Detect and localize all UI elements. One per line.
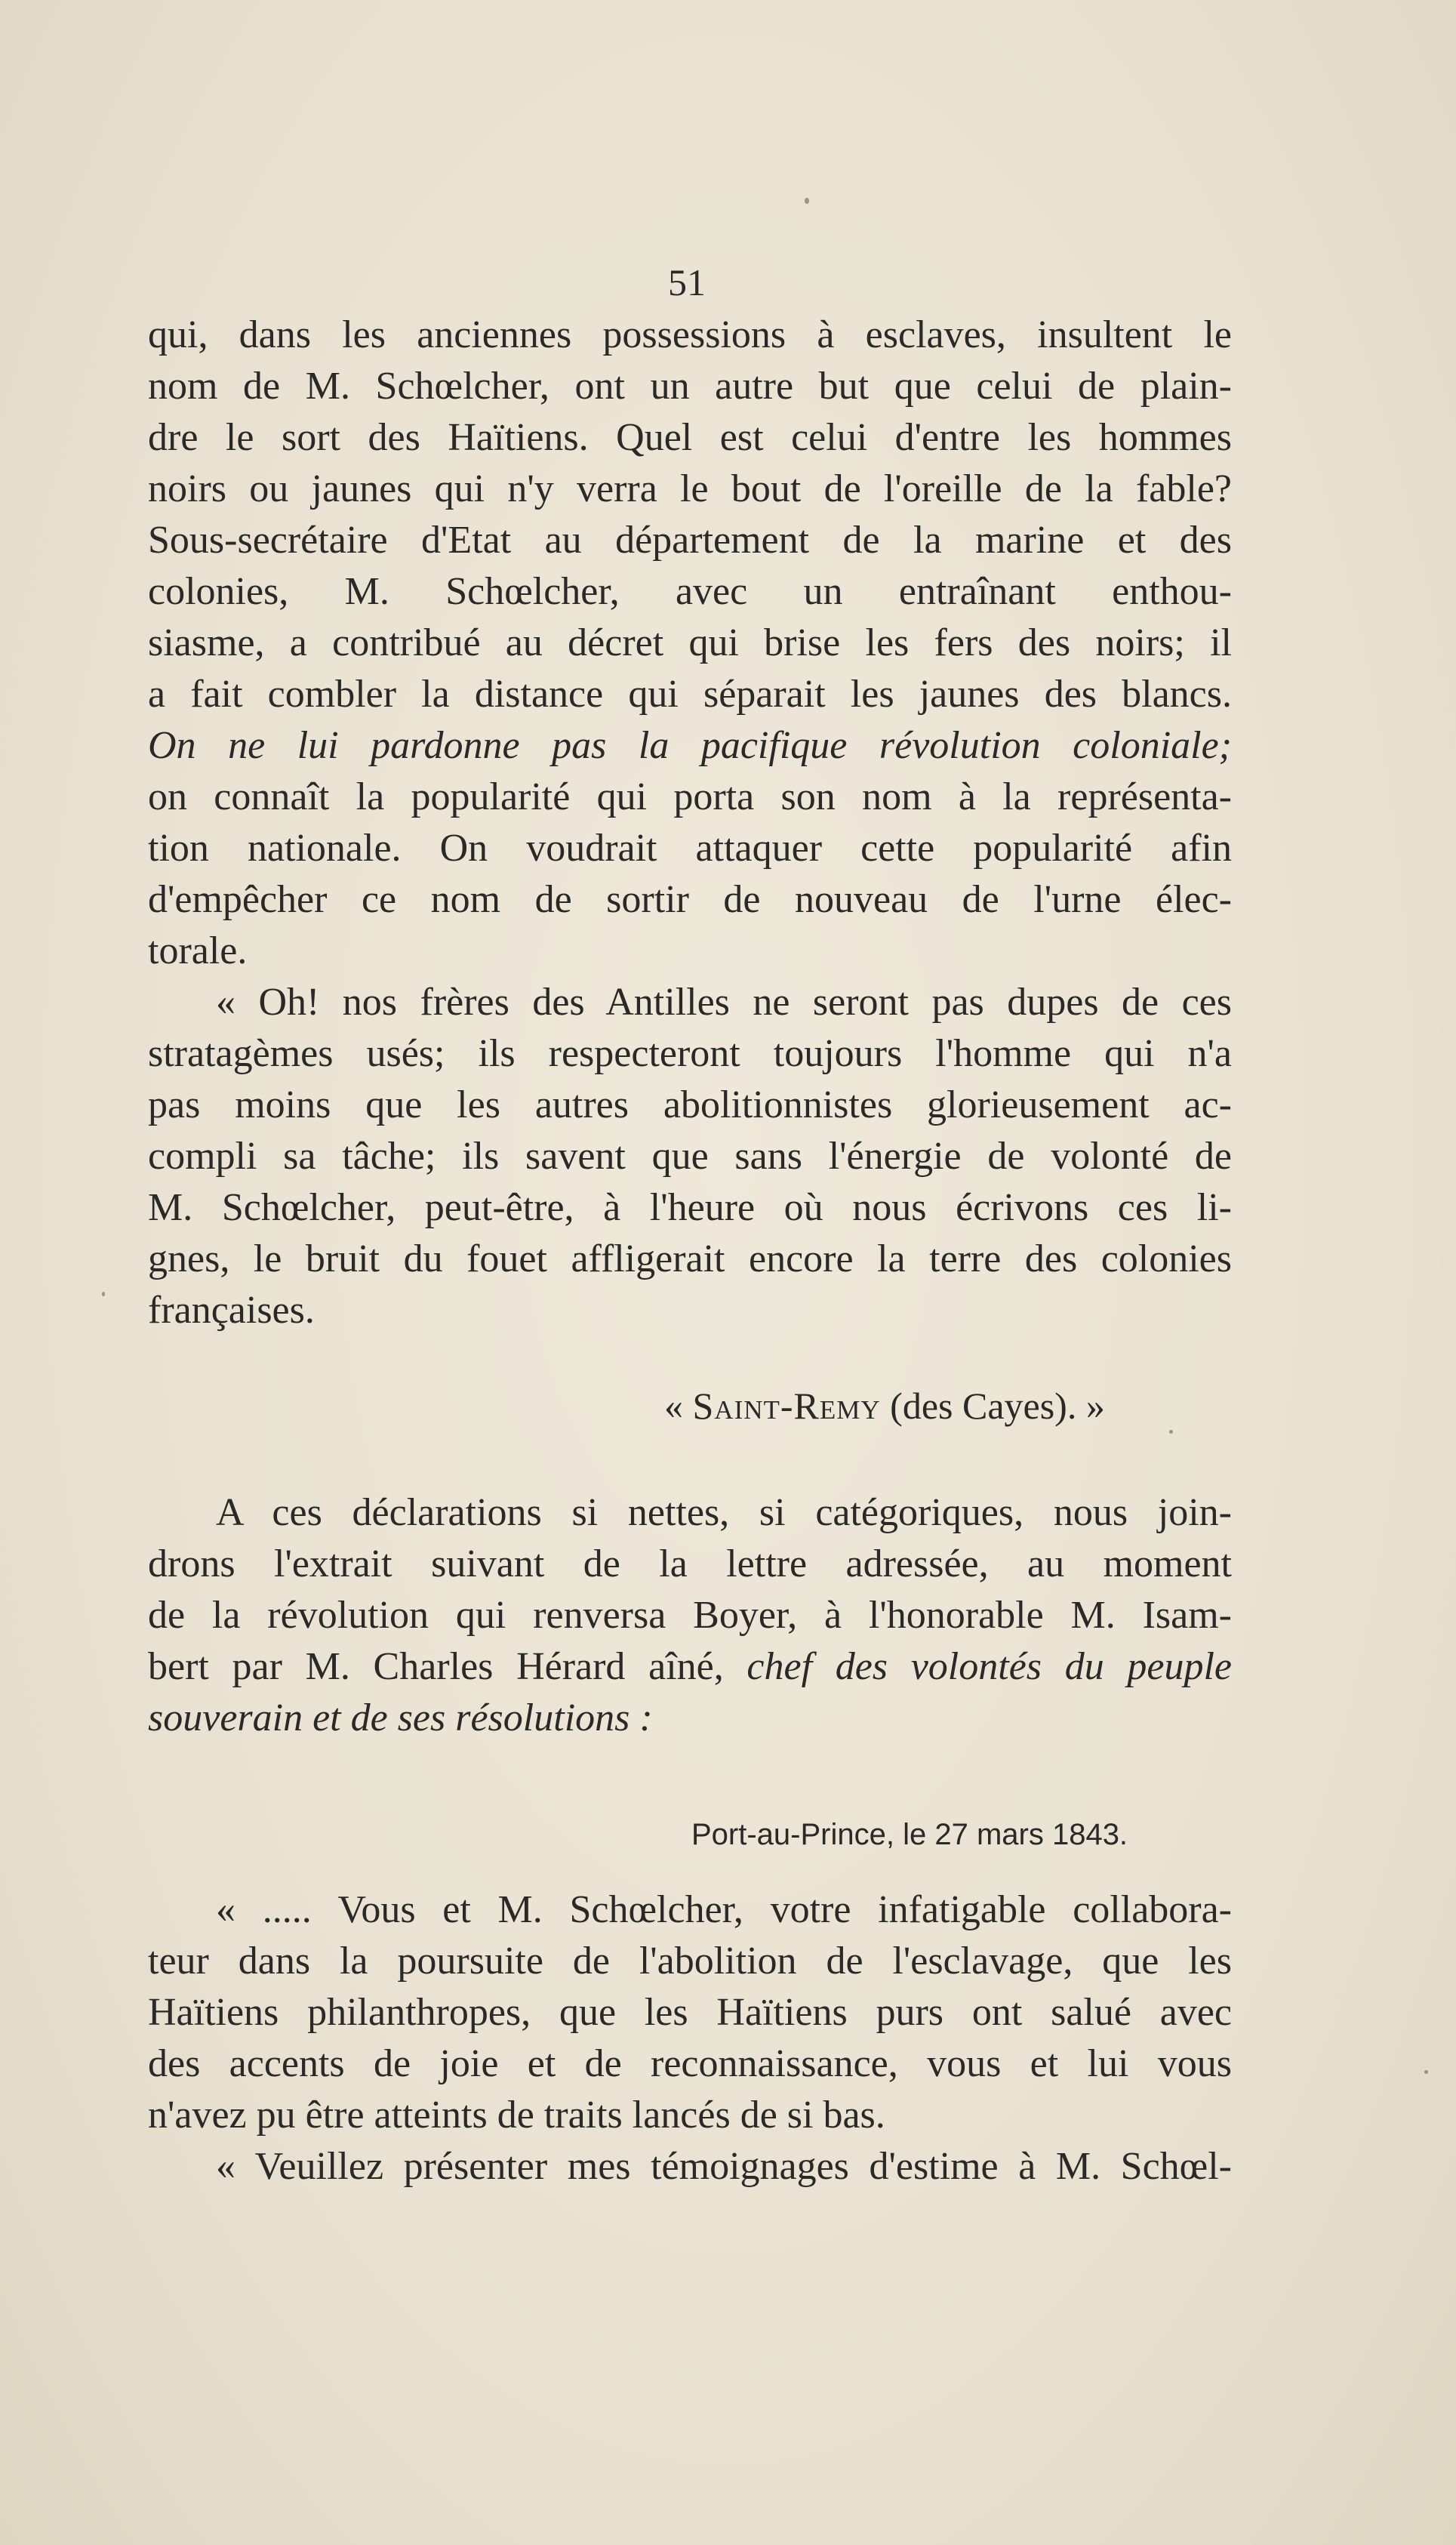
- paragraph-block-3: [148, 1884, 1232, 2192]
- page-number: 51: [668, 261, 706, 303]
- text-line: nom de M. Schœlcher, ont un autre but que celui de plain-: [148, 365, 1232, 408]
- text-line: stratagèmes usés; ils respecteront toujours l'homme qui n'a: [148, 1032, 1232, 1075]
- paper-speck: [1424, 2070, 1428, 2074]
- text-line: Sous-secrétaire d'Etat au département de la marine et des: [148, 519, 1232, 562]
- text-line: « Oh! nos frères des Antilles ne seront pas dupes de ces: [216, 981, 1232, 1024]
- text-line: drons l'extrait suivant de la lettre adressée, au moment: [148, 1542, 1232, 1585]
- text-line: A ces déclarations si nettes, si catégoriques, nous join-: [216, 1491, 1232, 1534]
- text-line: dre le sort des Haïtiens. Quel est celui d'entre les hommes: [148, 416, 1232, 459]
- paper-speck: [102, 1292, 105, 1296]
- paragraph-block-2: [148, 1487, 1232, 1744]
- text-line: a fait combler la distance qui séparait les jaunes des blancs.: [148, 673, 1232, 716]
- text-line: n'avez pu être atteints de traits lancés de si bas.: [148, 2094, 885, 2137]
- text-line: des accents de joie et de reconnaissance, vous et lui vous: [148, 2042, 1232, 2085]
- italic-text-line: On ne lui pardonne pas la pacifique révolution coloniale;: [148, 724, 1232, 767]
- text-line: torale.: [148, 929, 248, 972]
- text-line: M. Schœlcher, peut-être, à l'heure où nous écrivons ces li-: [148, 1186, 1232, 1229]
- text-line: de la révolution qui renversa Boyer, à l'honorable M. Isam-: [148, 1594, 1232, 1637]
- text-line: « Veuillez présenter mes témoignages d'estime à M. Schœl-: [216, 2145, 1232, 2188]
- signature-name: Saint-Remy: [692, 1385, 881, 1427]
- text-line: siasme, a contribué au décret qui brise les fers des noirs; il: [148, 621, 1232, 664]
- signature-place: (des Cayes). »: [880, 1385, 1105, 1427]
- letter-dateline: Port-au-Prince, le 27 mars 1843.: [691, 1818, 1128, 1851]
- text-line: gnes, le bruit du fouet affligerait encore la terre des colonies: [148, 1237, 1232, 1280]
- text-line: françaises.: [148, 1289, 315, 1332]
- quote-signature: [664, 1384, 1105, 1428]
- text-line: noirs ou jaunes qui n'y verra le bout de l'oreille de la fable?: [148, 467, 1232, 510]
- text-line: Haïtiens philanthropes, que les Haïtiens purs ont salué avec: [148, 1991, 1232, 2034]
- text-line: colonies, M. Schœlcher, avec un entraînant enthou-: [148, 570, 1232, 613]
- text-line: qui, dans les anciennes possessions à esclaves, insultent le: [148, 313, 1232, 356]
- text-line: teur dans la poursuite de l'abolition de l'esclavage, que les: [148, 1940, 1232, 1983]
- paragraph-block-1: [148, 310, 1232, 1336]
- paper-speck: [805, 198, 809, 204]
- text-line: pas moins que les autres abolitionnistes glorieusement ac-: [148, 1083, 1232, 1126]
- italic-text-line: souverain et de ses résolutions :: [148, 1696, 653, 1739]
- signature-open: «: [664, 1385, 693, 1427]
- text-line: « ..... Vous et M. Schœlcher, votre infatigable collabora-: [216, 1888, 1232, 1931]
- text-line: d'empêcher ce nom de sortir de nouveau de l'urne élec-: [148, 878, 1232, 921]
- text-run: bert par M. Charles Hérard aîné,: [148, 1645, 747, 1688]
- text-line: tion nationale. On voudrait attaquer cette popularité afin: [148, 827, 1232, 870]
- text-line: on connaît la popularité qui porta son nom à la représenta-: [148, 775, 1232, 818]
- text-line: compli sa tâche; ils savent que sans l'énergie de volonté de: [148, 1135, 1232, 1178]
- mixed-text-line: [148, 1641, 1232, 1693]
- italic-text-run: chef des volontés du peuple: [746, 1645, 1233, 1688]
- paper-speck: [1169, 1430, 1173, 1434]
